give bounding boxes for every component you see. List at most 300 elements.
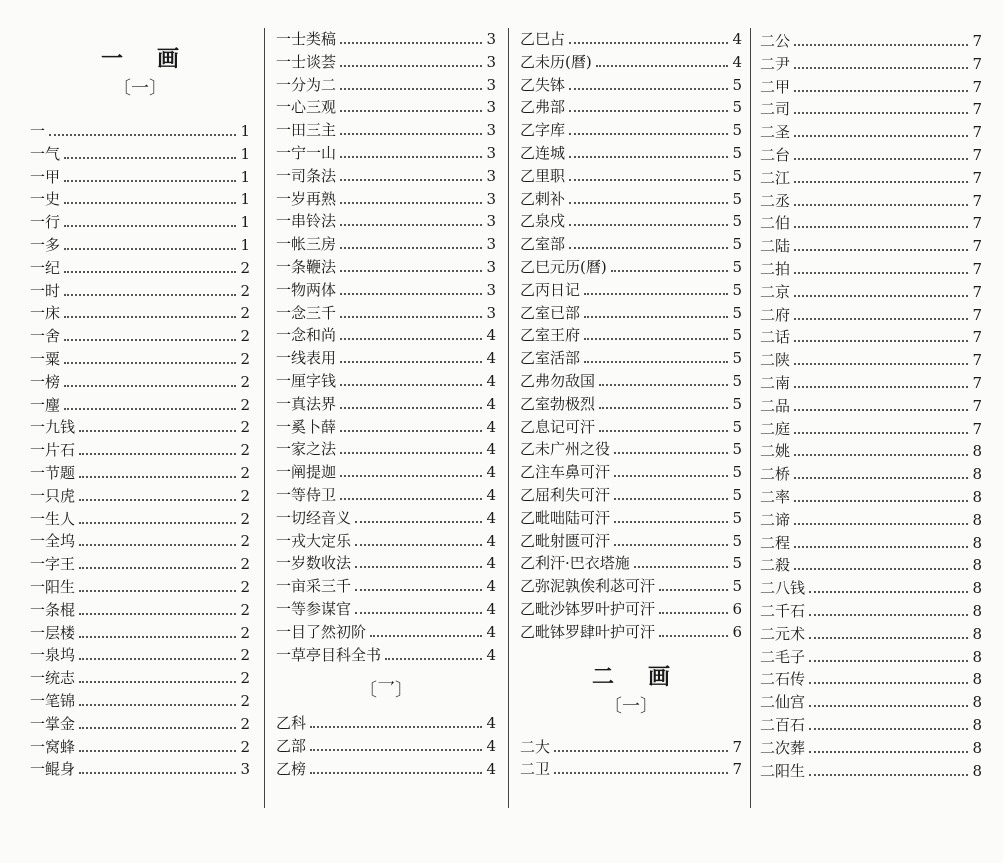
dot-leader [355, 611, 482, 614]
index-column-4 [760, 0, 982, 810]
entry-term: 乙室王府 [520, 326, 581, 344]
index-entry [30, 302, 250, 324]
entry-term: 一等侍卫 [276, 486, 337, 504]
entry-term: 乙泉戍 [520, 212, 566, 230]
dot-leader [569, 223, 728, 226]
entry-page-number: 3 [486, 258, 496, 276]
entry-page-number: 5 [732, 281, 742, 299]
index-entry [276, 735, 496, 757]
entry-term: 乙未历(曆) [520, 53, 592, 71]
dot-leader [355, 543, 482, 546]
dot-leader [569, 109, 728, 112]
index-entry [30, 485, 250, 507]
entry-term: 二阳生 [760, 762, 806, 780]
index-column-3 [520, 0, 742, 810]
entry-page-number: 2 [240, 396, 250, 414]
dot-leader [79, 566, 236, 569]
entry-term: 一阳生 [30, 578, 76, 596]
index-entry [760, 76, 982, 98]
entry-term: 乙巳占 [520, 30, 566, 48]
index-entry [760, 98, 982, 120]
dot-leader [385, 657, 482, 660]
dot-leader [64, 201, 236, 204]
dot-leader [794, 522, 968, 525]
entry-term: 乙利汗·巴衣塔施 [520, 554, 630, 572]
entry-term: 一司条法 [276, 167, 337, 185]
entry-term: 一奚卜薛 [276, 418, 337, 436]
dot-leader [64, 224, 236, 227]
entry-page-number: 2 [240, 715, 250, 733]
entry-page-number: 2 [240, 601, 250, 619]
entry-page-number: 7 [972, 78, 982, 96]
index-entry [276, 575, 496, 597]
index-entry [30, 713, 250, 735]
stroke-heading: 一画 [100, 46, 213, 72]
dot-leader [599, 383, 728, 386]
dot-leader [340, 497, 482, 500]
dot-leader [340, 87, 482, 90]
index-entry [30, 166, 250, 188]
dot-leader [794, 248, 968, 251]
entry-term: 一九钱 [30, 418, 76, 436]
entry-page-number: 4 [486, 440, 496, 458]
dot-leader [569, 155, 728, 158]
dot-leader [614, 497, 728, 500]
index-entry [760, 486, 982, 508]
index-entry [520, 119, 742, 141]
entry-term: 二话 [760, 328, 791, 346]
entry-term: 一心三观 [276, 98, 337, 116]
index-entry [760, 326, 982, 348]
entry-page-number: 7 [972, 351, 982, 369]
entry-term: 一层楼 [30, 624, 76, 642]
entry-term: 一气 [30, 145, 61, 163]
index-entry [760, 623, 982, 645]
entry-page-number: 1 [240, 190, 250, 208]
index-entry [760, 760, 982, 782]
entry-term: 一目了然初阶 [276, 623, 367, 641]
entry-page-number: 7 [972, 32, 982, 50]
index-entry [760, 372, 982, 394]
entry-page-number: 4 [486, 532, 496, 550]
entry-page-number: 4 [486, 509, 496, 527]
entry-term: 一掌金 [30, 715, 76, 733]
entry-page-number: 5 [732, 395, 742, 413]
entry-term: 乙部 [276, 737, 307, 755]
index-entry [30, 462, 250, 484]
entry-term: 一鲲身 [30, 760, 76, 778]
entry-page-number: 2 [240, 578, 250, 596]
index-entry [760, 691, 982, 713]
entry-page-number: 2 [240, 259, 250, 277]
dot-leader [79, 429, 236, 432]
entry-term: 一生人 [30, 510, 76, 528]
index-entry [520, 233, 742, 255]
entry-page-number: 7 [972, 328, 982, 346]
dot-leader [340, 269, 482, 272]
index-entry [520, 256, 742, 278]
dot-leader [614, 543, 728, 546]
index-entry [30, 599, 250, 621]
entry-term: 乙毗咄陆可汗 [520, 509, 611, 527]
index-entry [30, 758, 250, 780]
dot-leader [614, 474, 728, 477]
entry-term: 二京 [760, 283, 791, 301]
entry-page-number: 5 [732, 235, 742, 253]
entry-term: 乙弗部 [520, 98, 566, 116]
entry-page-number: 5 [732, 258, 742, 276]
entry-page-number: 8 [972, 762, 982, 780]
entry-page-number: 8 [972, 625, 982, 643]
dot-leader [611, 269, 729, 272]
entry-term: 一念三千 [276, 304, 337, 322]
dot-leader [79, 726, 236, 729]
index-entry [760, 440, 982, 462]
entry-page-number: 8 [972, 556, 982, 574]
dot-leader [809, 750, 968, 753]
entry-page-number: 7 [972, 260, 982, 278]
entry-term: 二元术 [760, 625, 806, 643]
index-entry [520, 484, 742, 506]
dot-leader [809, 681, 968, 684]
index-entry [276, 324, 496, 346]
entry-term: 乙室勃极烈 [520, 395, 596, 413]
index-entry [276, 393, 496, 415]
entry-page-number: 4 [486, 554, 496, 572]
index-entry [276, 256, 496, 278]
entry-page-number: 1 [240, 236, 250, 254]
dot-leader [554, 749, 728, 752]
entry-term: 二百石 [760, 716, 806, 734]
entry-page-number: 4 [486, 623, 496, 641]
entry-page-number: 4 [486, 760, 496, 778]
entry-term: 一田三主 [276, 121, 337, 139]
entry-page-number: 2 [240, 624, 250, 642]
entry-page-number: 2 [240, 738, 250, 756]
index-entry [276, 74, 496, 96]
index-entry [276, 370, 496, 392]
index-entry [276, 484, 496, 506]
index-entry [760, 30, 982, 52]
index-entry [30, 508, 250, 530]
dot-leader [569, 132, 728, 135]
entry-term: 一戎大定乐 [276, 532, 352, 550]
entry-term: 乙剌补 [520, 190, 566, 208]
dot-leader [794, 89, 968, 92]
entry-term: 乙科 [276, 714, 307, 732]
index-entry [276, 279, 496, 301]
entry-term: 一帐三房 [276, 235, 337, 253]
dot-leader [64, 270, 236, 273]
entry-term: 一统志 [30, 669, 76, 687]
entry-term: 二尹 [760, 55, 791, 73]
entry-page-number: 5 [732, 98, 742, 116]
dot-leader [64, 179, 236, 182]
entry-term: 二陕 [760, 351, 791, 369]
index-entry [520, 552, 742, 574]
entry-page-number: 4 [486, 349, 496, 367]
entry-page-number: 3 [486, 281, 496, 299]
entry-page-number: 8 [972, 602, 982, 620]
dot-leader [569, 178, 728, 181]
index-entry [276, 142, 496, 164]
dot-leader [659, 588, 728, 591]
dot-leader [370, 634, 482, 637]
entry-page-number: 4 [486, 418, 496, 436]
index-entry [760, 646, 982, 668]
index-entry [276, 598, 496, 620]
entry-page-number: 2 [240, 441, 250, 459]
entry-page-number: 4 [486, 463, 496, 481]
dot-leader [79, 475, 236, 478]
dot-leader [569, 246, 728, 249]
index-entry [276, 119, 496, 141]
dot-leader [809, 773, 968, 776]
entry-term: 一纪 [30, 259, 61, 277]
entry-page-number: 7 [972, 100, 982, 118]
dot-leader [64, 247, 236, 250]
entry-term: 一字王 [30, 555, 76, 573]
entry-page-number: 5 [732, 349, 742, 367]
entry-term: 二仙宫 [760, 693, 806, 711]
index-entry [760, 167, 982, 189]
entry-term: 一榜 [30, 373, 61, 391]
entry-page-number: 3 [240, 760, 250, 778]
entry-page-number: 7 [972, 397, 982, 415]
dot-leader [794, 225, 968, 228]
index-entry [520, 530, 742, 552]
entry-page-number: 5 [732, 76, 742, 94]
index-entry [760, 281, 982, 303]
entry-page-number: 7 [972, 237, 982, 255]
entry-term: 乙弗勿敌国 [520, 372, 596, 390]
index-entry [30, 416, 250, 438]
entry-term: 二甲 [760, 78, 791, 96]
entry-page-number: 7 [972, 55, 982, 73]
index-entry [30, 120, 250, 142]
index-entry [276, 51, 496, 73]
entry-term: 一宁一山 [276, 144, 337, 162]
entry-page-number: 7 [972, 283, 982, 301]
index-entry [520, 575, 742, 597]
dot-leader [310, 725, 482, 728]
index-column-2 [276, 0, 496, 810]
dot-leader [355, 588, 482, 591]
entry-term: 二司 [760, 100, 791, 118]
index-entry [760, 714, 982, 736]
index-entry [276, 621, 496, 643]
index-entry [30, 143, 250, 165]
dot-leader [355, 520, 482, 523]
entry-term: 二谛 [760, 511, 791, 529]
entry-term: 一麈 [30, 396, 61, 414]
index-entry [520, 370, 742, 392]
dot-leader [794, 431, 968, 434]
entry-term: 一时 [30, 282, 61, 300]
index-entry [520, 28, 742, 50]
index-entry [760, 577, 982, 599]
index-entry [520, 758, 742, 780]
dot-leader [79, 749, 236, 752]
entry-term: 乙毗射匮可汗 [520, 532, 611, 550]
dot-leader [64, 293, 236, 296]
index-entry [276, 416, 496, 438]
section-subheading: 〔乛〕 [359, 680, 413, 702]
entry-page-number: 8 [972, 716, 982, 734]
dot-leader [340, 132, 482, 135]
entry-term: 二卫 [520, 760, 551, 778]
column-divider [750, 28, 751, 808]
index-entry [520, 438, 742, 460]
dot-leader [79, 680, 236, 683]
entry-page-number: 2 [240, 373, 250, 391]
index-entry [520, 165, 742, 187]
entry-page-number: 7 [732, 760, 742, 778]
dot-leader [809, 636, 968, 639]
entry-page-number: 3 [486, 190, 496, 208]
index-entry [30, 325, 250, 347]
dot-leader [340, 109, 482, 112]
index-entry [520, 393, 742, 415]
dot-leader [794, 385, 968, 388]
entry-page-number: 4 [732, 53, 742, 71]
entry-page-number: 3 [486, 212, 496, 230]
entry-page-number: 5 [732, 486, 742, 504]
entry-term: 一行 [30, 213, 61, 231]
entry-term: 乙息记可汗 [520, 418, 596, 436]
index-entry [760, 349, 982, 371]
dot-leader [79, 771, 236, 774]
entry-page-number: 8 [972, 442, 982, 460]
entry-term: 二伯 [760, 214, 791, 232]
index-entry [760, 53, 982, 75]
index-entry [276, 461, 496, 483]
entry-term: 一笔锦 [30, 692, 76, 710]
entry-page-number: 5 [732, 212, 742, 230]
index-entry [520, 142, 742, 164]
dot-leader [64, 315, 236, 318]
dot-leader [355, 565, 482, 568]
entry-page-number: 8 [972, 488, 982, 506]
dot-leader [614, 451, 728, 454]
index-entry [30, 211, 250, 233]
dot-leader [340, 292, 482, 295]
entry-page-number: 5 [732, 144, 742, 162]
dot-leader [64, 156, 236, 159]
section-subheading: 〔一〕 [113, 78, 167, 99]
entry-term: 一全坞 [30, 532, 76, 550]
dot-leader [79, 543, 236, 546]
entry-page-number: 3 [486, 304, 496, 322]
dot-leader [340, 383, 482, 386]
entry-term: 乙弥泥孰俟利苾可汗 [520, 577, 656, 595]
entry-term: 一只虎 [30, 487, 76, 505]
dot-leader [794, 203, 968, 206]
entry-term: 二拍 [760, 260, 791, 278]
index-entry [30, 371, 250, 393]
index-entry [276, 712, 496, 734]
dot-leader [79, 612, 236, 615]
index-entry [520, 74, 742, 96]
entry-term: 二殺 [760, 556, 791, 574]
index-entry [30, 667, 250, 689]
entry-term: 乙字库 [520, 121, 566, 139]
index-entry [276, 233, 496, 255]
entry-page-number: 8 [972, 511, 982, 529]
entry-term: 乙注车鼻可汗 [520, 463, 611, 481]
index-entry [520, 188, 742, 210]
entry-page-number: 5 [732, 554, 742, 572]
index-entry [276, 758, 496, 780]
dot-leader [310, 748, 482, 751]
index-entry [520, 302, 742, 324]
index-entry [30, 280, 250, 302]
dot-leader [79, 703, 236, 706]
index-entry [276, 302, 496, 324]
entry-page-number: 8 [972, 648, 982, 666]
entry-term: 一岁数收法 [276, 554, 352, 572]
dot-leader [340, 315, 482, 318]
entry-page-number: 4 [486, 395, 496, 413]
index-entry [30, 644, 250, 666]
entry-term: 乙未广州之役 [520, 440, 611, 458]
entry-page-number: 5 [732, 304, 742, 322]
entry-term: 乙室部 [520, 235, 566, 253]
entry-page-number: 3 [486, 76, 496, 94]
dot-leader [794, 408, 968, 411]
index-entry [276, 165, 496, 187]
index-entry [520, 598, 742, 620]
entry-term: 乙丙日记 [520, 281, 581, 299]
dot-leader [340, 429, 482, 432]
entry-term: 乙屈利失可汗 [520, 486, 611, 504]
entry-term: 一片石 [30, 441, 76, 459]
entry-term: 乙室已部 [520, 304, 581, 322]
index-entry [760, 532, 982, 554]
dot-leader [794, 66, 968, 69]
entry-page-number: 1 [240, 145, 250, 163]
entry-term: 一分为二 [276, 76, 337, 94]
entry-term: 一泉坞 [30, 646, 76, 664]
dot-leader [794, 567, 968, 570]
entry-term: 二丞 [760, 192, 791, 210]
entry-term: 二南 [760, 374, 791, 392]
index-entry [30, 234, 250, 256]
dot-leader [569, 41, 728, 44]
index-entry [30, 622, 250, 644]
entry-term: 一等参谋官 [276, 600, 352, 618]
entry-term: 二率 [760, 488, 791, 506]
entry-page-number: 3 [486, 121, 496, 139]
dot-leader [584, 360, 728, 363]
entry-term: 二大 [520, 738, 551, 756]
entry-page-number: 7 [972, 123, 982, 141]
dot-leader [659, 611, 728, 614]
index-entry [30, 188, 250, 210]
entry-page-number: 7 [732, 738, 742, 756]
entry-page-number: 5 [732, 463, 742, 481]
entry-page-number: 1 [240, 122, 250, 140]
index-entry [760, 304, 982, 326]
entry-term: 二江 [760, 169, 791, 187]
dot-leader [794, 157, 968, 160]
index-entry [276, 347, 496, 369]
entry-term: 一窝蜂 [30, 738, 76, 756]
entry-page-number: 8 [972, 465, 982, 483]
index-entry [760, 463, 982, 485]
entry-page-number: 8 [972, 534, 982, 552]
entry-term: 二姚 [760, 442, 791, 460]
